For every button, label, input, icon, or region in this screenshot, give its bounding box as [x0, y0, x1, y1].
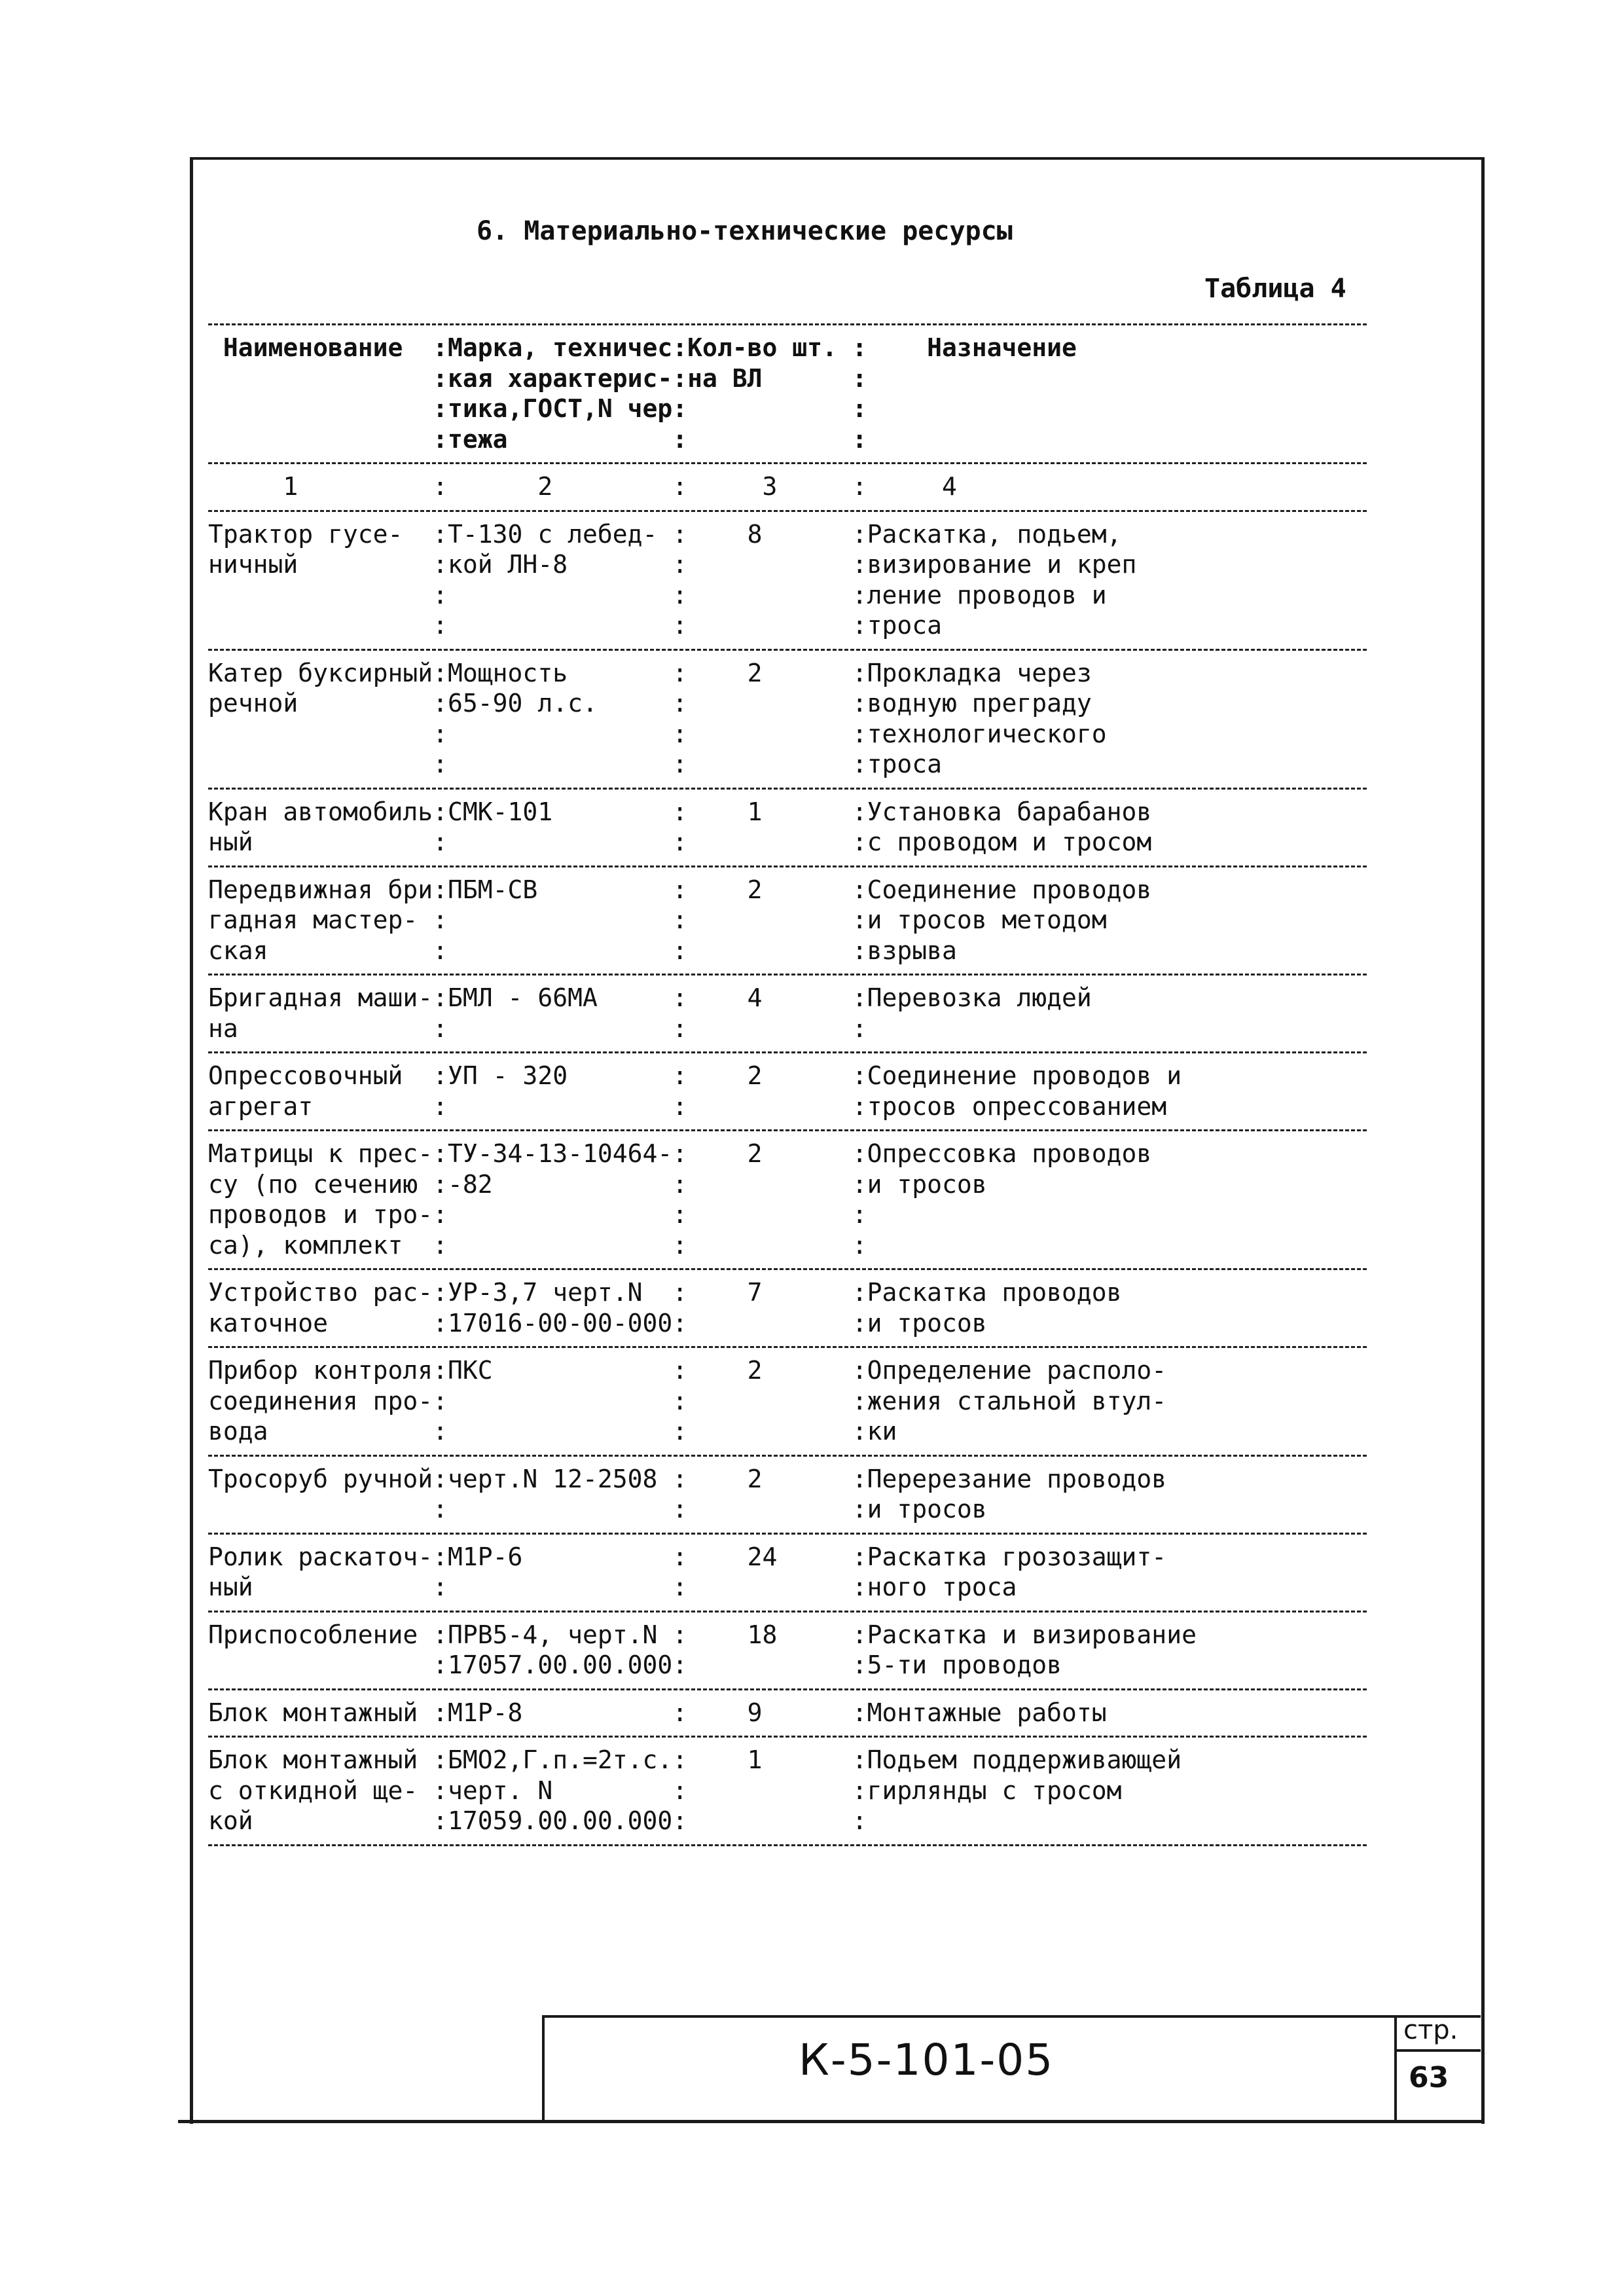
table-row-line: соединения про-: : :жения стальной втул-	[208, 1386, 1167, 1415]
table-row-line: Бригадная маши-:БМЛ - 66МА : 4 :Перевозка людей	[208, 983, 1092, 1012]
row-rule	[208, 780, 1491, 797]
table-label: Таблица 4	[1204, 274, 1346, 304]
table-top-rule	[208, 316, 1491, 333]
table-row-line: ный : : :ного троса	[208, 1573, 1017, 1601]
table-row-line: Тросоруб ручной:черт.N 12-2508 : 2 :Перерезание проводов	[208, 1464, 1167, 1493]
row-rule	[208, 1121, 1491, 1139]
table-row-line: Прибор контроля:ПКС : 2 :Определение располо-	[208, 1356, 1167, 1385]
page-number: 63	[1409, 2061, 1449, 2094]
column-number-row: 1 : 2 : 3 : 4	[208, 472, 957, 501]
table-header-line: :тика,ГОСТ,N чер: :	[208, 394, 867, 423]
table-row-line: Устройство рас-:УР-3,7 черт.N : 7 :Раскатка проводов	[208, 1278, 1122, 1307]
table-header-line: :кая характерис-:на ВЛ :	[208, 363, 867, 393]
table-row-line: речной :65-90 л.с. : :водную преграду	[208, 689, 1092, 718]
table-row-line: гадная мастер- : : :и тросов методом	[208, 905, 1107, 934]
resources-table	[208, 316, 1491, 1853]
table-row-line: Матрицы к прес-:ТУ-34-13-10464-: 2 :Опрессовка проводов	[208, 1139, 1152, 1168]
row-rule	[208, 1681, 1491, 1698]
table-row-line: Ролик раскаточ-:М1Р-6 : 24 :Раскатка грозозащит-	[208, 1542, 1167, 1571]
table-row-line: проводов и тро-: : :	[208, 1200, 867, 1229]
table-row-line: агрегат : : :тросов опрессованием	[208, 1091, 1167, 1121]
table-row-line: су (по сечению :-82 : :и тросов	[208, 1169, 987, 1199]
table-row-line: : : :троса	[208, 611, 943, 640]
table-row-line: Катер буксирный:Мощность : 2 :Прокладка через	[208, 658, 1092, 687]
table-row-line: : : :технологического	[208, 719, 1107, 748]
table-row-line: Трактор гусе- :Т-130 с лебед- : 8 :Раскатка, подьем,	[208, 519, 1122, 549]
table-row-line: : : :и тросов	[208, 1495, 987, 1523]
table-row-line: вода : : :ки	[208, 1417, 897, 1446]
table-row-line: каточное :17016-00-00-000: :и тросов	[208, 1308, 987, 1338]
row-rule	[208, 1728, 1491, 1745]
table-row-line: с откидной ще- :черт. N : :гирлянды с тросом	[208, 1776, 1122, 1805]
table-row-line: : : :троса	[208, 750, 943, 778]
column-number-rule	[208, 502, 1491, 519]
table-row-line: Приспособление :ПРВ5-4, черт.N : 18 :Раскатка и визирование	[208, 1620, 1197, 1649]
table-row-line: ская : : :взрыва	[208, 936, 957, 965]
section-title: 6. Материально-технические ресурсы	[477, 216, 1013, 246]
row-rule	[208, 1044, 1491, 1061]
row-rule	[208, 858, 1491, 875]
row-rule	[208, 1447, 1491, 1464]
table-row-line: Блок монтажный :БМО2,Г.п.=2т.с.: 1 :Подьем поддерживающей	[208, 1745, 1182, 1774]
page-number-box	[1394, 2015, 1481, 2120]
row-rule	[208, 1525, 1491, 1542]
table-row-line: кой :17059.00.00.000: :	[208, 1806, 867, 1835]
row-rule	[208, 966, 1491, 983]
table-header-line: :тежа : :	[208, 424, 867, 454]
page-box-divider	[1397, 2049, 1481, 2052]
table-row-line: ный : : :с проводом и тросом	[208, 828, 1152, 856]
table-row-line: Блок монтажный :М1Р-8 : 9 :Монтажные работы	[208, 1698, 1107, 1727]
document-code: К-5-101-05	[799, 2035, 1055, 2085]
row-rule	[208, 1338, 1491, 1355]
table-row-line: : : :ление проводов и	[208, 580, 1107, 610]
page-label: стр.	[1403, 2015, 1458, 2045]
row-rule	[208, 1603, 1491, 1620]
table-header-line: Наименование :Марка, техничес:Кол-во шт. : Назначение	[208, 333, 1077, 362]
table-row-line: Передвижная бри:ПБМ-СВ : 2 :Соединение проводов	[208, 875, 1152, 904]
header-rule	[208, 454, 1491, 471]
table-row-line: са), комплект : : :	[208, 1230, 867, 1260]
table-row-line: ничный :кой ЛН-8 : :визирование и креп	[208, 550, 1137, 579]
table-row-line: :17057.00.00.000: :5-ти проводов	[208, 1650, 1062, 1679]
table-row-line: Кран автомобиль:СМК-101 : 1 :Установка барабанов	[208, 797, 1152, 826]
row-rule	[208, 641, 1491, 658]
table-row-line: Опрессовочный :УП - 320 : 2 :Соединение проводов и	[208, 1061, 1182, 1090]
row-rule	[208, 1836, 1491, 1853]
row-rule	[208, 1260, 1491, 1277]
table-row-line: на : : :	[208, 1013, 867, 1043]
